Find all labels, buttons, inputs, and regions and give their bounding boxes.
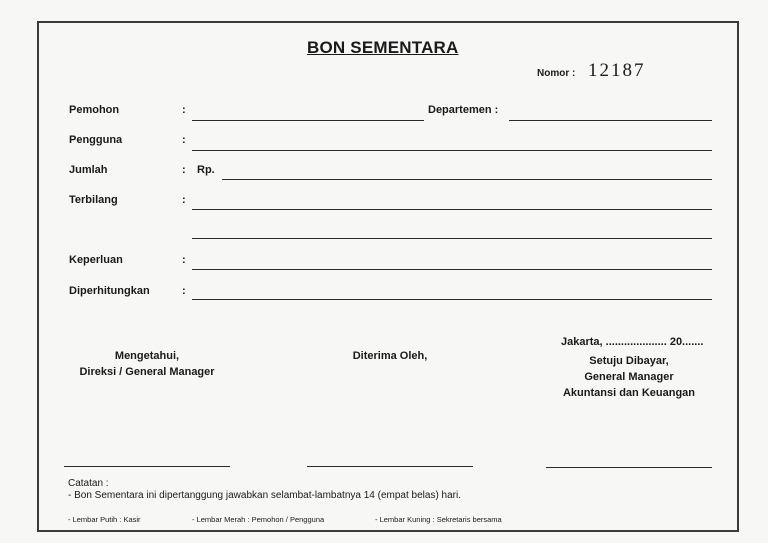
signature-left-title (60, 348, 234, 380)
pengguna-label: Pengguna (69, 134, 123, 146)
pemohon-colon: : (182, 104, 186, 116)
place-date: Jakarta, .................... 20....... (561, 336, 704, 348)
terbilang-field-2[interactable] (192, 238, 712, 239)
signature-left-line2: Direksi / General Manager (79, 366, 215, 378)
departemen-field[interactable] (509, 120, 712, 121)
pengguna-field[interactable] (192, 150, 712, 151)
copy-white: - Lembar Putih : Kasir (68, 515, 141, 524)
terbilang-field-1[interactable] (192, 209, 712, 210)
diperhitungkan-field[interactable] (192, 299, 712, 300)
signature-right-line2: General Manager (584, 371, 674, 383)
jumlah-field[interactable] (222, 179, 712, 180)
pemohon-field[interactable] (192, 120, 424, 121)
signature-left-line[interactable] (64, 466, 230, 467)
pemohon-label: Pemohon (69, 104, 120, 116)
terbilang-label: Terbilang (69, 194, 118, 206)
departemen-label: Departemen : (428, 104, 499, 116)
jumlah-label: Jumlah (69, 164, 108, 176)
signature-middle-title (320, 348, 460, 364)
signature-right-title (548, 353, 710, 401)
form-border (37, 21, 739, 532)
rp-label: Rp. (197, 164, 215, 176)
notes-heading: Catatan : (68, 478, 109, 489)
notes-body: - Bon Sementara ini dipertanggung jawabkan selambat-lambatnya 14 (empat belas) hari. (68, 490, 462, 501)
diperhitungkan-colon: : (182, 285, 186, 297)
form-title: BON SEMENTARA (307, 38, 459, 57)
terbilang-colon: : (182, 194, 186, 206)
diperhitungkan-label: Diperhitungkan (69, 285, 150, 297)
keperluan-label: Keperluan (69, 254, 123, 266)
signature-right-line1: Setuju Dibayar, (589, 355, 669, 367)
nomor-label: Nomor : (537, 68, 576, 79)
copy-red: - Lembar Merah : Pemohon / Pengguna (192, 515, 325, 524)
signature-right-line3: Akuntansi dan Keuangan (562, 387, 696, 399)
keperluan-colon: : (182, 254, 186, 266)
signature-left-line1: Mengetahui, (114, 350, 180, 362)
jumlah-colon: : (182, 164, 186, 176)
copy-yellow: - Lembar Kuning : Sekretaris bersama (375, 515, 502, 524)
pengguna-colon: : (182, 134, 186, 146)
signature-middle-line[interactable] (307, 466, 473, 467)
nomor-value: 12187 (588, 60, 646, 81)
signature-middle-line1: Diterima Oleh, (352, 350, 428, 362)
keperluan-field[interactable] (192, 269, 712, 270)
signature-right-line[interactable] (546, 467, 712, 468)
